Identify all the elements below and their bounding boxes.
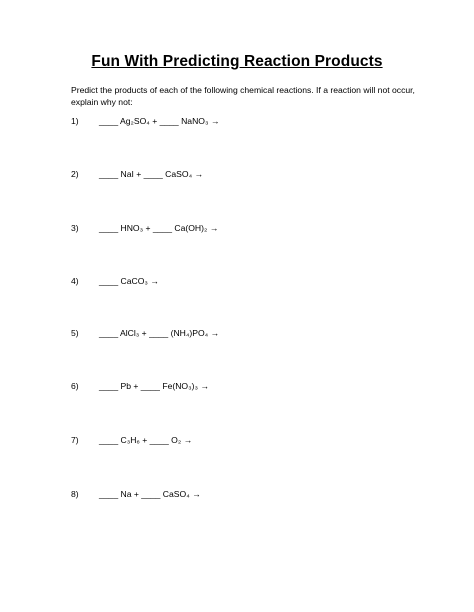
reaction-equation: ____ Pb + ____ Fe(NO₃)₃ →	[99, 381, 209, 391]
reaction-equation: ____ AlCl₃ + ____ (NH₄)PO₄ →	[99, 328, 220, 338]
reaction-equation: ____ Ag₂SO₄ + ____ NaNO₃ →	[99, 116, 220, 126]
reaction-number: 3)	[71, 223, 79, 233]
reaction-number: 7)	[71, 435, 79, 445]
reaction-item	[71, 380, 209, 392]
reaction-item	[71, 327, 219, 339]
reaction-number: 2)	[71, 169, 79, 179]
reaction-number: 6)	[71, 381, 79, 391]
page-title: Fun With Predicting Reaction Products	[91, 53, 383, 70]
reaction-number: 5)	[71, 328, 79, 338]
reaction-item	[71, 488, 201, 500]
reaction-number: 1)	[71, 116, 79, 126]
instructions: Predict the products of each of the following chemical reactions. If a reaction will not occur, explain why not:	[71, 85, 415, 107]
reaction-item	[71, 115, 219, 127]
reaction-equation: ____ NaI + ____ CaSO₄ →	[99, 169, 204, 179]
reaction-number: 4)	[71, 276, 79, 286]
reaction-item	[71, 434, 192, 446]
reaction-number: 8)	[71, 489, 79, 499]
reaction-item	[71, 275, 159, 287]
reaction-item	[71, 168, 203, 180]
reaction-equation: ____ C₃H₆ + ____ O₂ →	[99, 435, 193, 445]
reaction-equation: ____ CaCO₃ →	[99, 276, 159, 286]
reaction-equation: ____ HNO₃ + ____ Ca(OH)₂ →	[99, 223, 219, 233]
reaction-item	[71, 222, 218, 234]
reaction-equation: ____ Na + ____ CaSO₄ →	[99, 489, 201, 499]
